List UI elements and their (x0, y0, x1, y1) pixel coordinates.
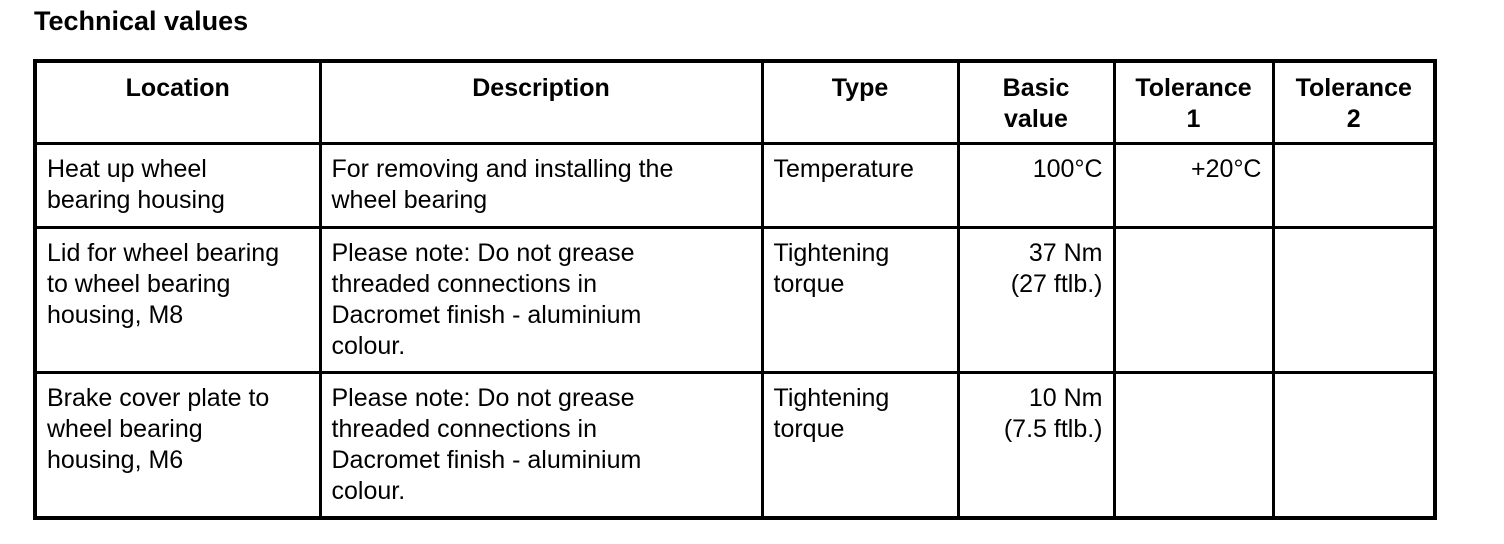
cell-tolerance-2 (1273, 228, 1435, 373)
header-location: Location (35, 61, 320, 144)
cell-description (320, 373, 762, 519)
cell-description-line: wheel bearing (331, 186, 488, 214)
header-description: Description (320, 61, 762, 144)
cell-type-line: torque (773, 270, 845, 298)
page-title: Technical values (34, 6, 249, 36)
cell-tolerance-2 (1273, 144, 1435, 228)
cell-location (35, 144, 320, 228)
cell-description-line: threaded connections in (331, 270, 597, 298)
cell-tolerance-1 (1114, 228, 1273, 373)
cell-type-line: Tightening (773, 239, 890, 267)
table-header-row (35, 61, 1435, 144)
cell-description-line: For removing and installing the (331, 155, 674, 183)
cell-basic-value-line: (27 ftlb.) (1010, 270, 1103, 298)
header-basic-value-line: Basic (1002, 74, 1070, 102)
cell-location-line: Lid for wheel bearing (47, 239, 280, 267)
header-tolerance-2-line: 2 (1346, 105, 1361, 133)
technical-values-table (33, 59, 1437, 520)
cell-description-line: Dacromet finish - aluminium (331, 446, 642, 474)
header-tolerance-2 (1273, 61, 1435, 144)
cell-tolerance-1 (1114, 373, 1273, 519)
cell-basic-value (958, 144, 1114, 228)
cell-description (320, 144, 762, 228)
table-row (35, 373, 1435, 519)
cell-type-line: Tightening (773, 384, 890, 412)
cell-location-line: to wheel bearing (47, 270, 231, 298)
header-tolerance-1-line: 1 (1186, 105, 1201, 133)
cell-location-line: Heat up wheel (47, 155, 207, 183)
header-basic-value-line: value (1004, 105, 1068, 133)
cell-description-line: threaded connections in (331, 415, 597, 443)
cell-basic-value-line: 37 Nm (1028, 239, 1103, 267)
cell-type (762, 228, 958, 373)
cell-tolerance-2 (1273, 373, 1435, 519)
header-type: Type (762, 61, 958, 144)
cell-basic-value-line: 10 Nm (1028, 384, 1103, 412)
cell-location (35, 373, 320, 519)
cell-description-line: colour. (331, 477, 406, 505)
cell-type-line: Temperature (773, 155, 914, 183)
cell-tolerance-1: +20°C (1114, 144, 1273, 228)
cell-description-line: Please note: Do not grease (331, 239, 635, 267)
cell-basic-value-line: (7.5 ftlb.) (1003, 415, 1103, 443)
cell-description-line: Dacromet finish - aluminium (331, 301, 642, 329)
cell-location-line: housing, M6 (47, 446, 184, 474)
header-tolerance-2-line: Tolerance (1295, 74, 1412, 102)
cell-description-line: Please note: Do not grease (331, 384, 635, 412)
header-tolerance-1-line: Tolerance (1135, 74, 1252, 102)
header-tolerance-1 (1114, 61, 1273, 144)
table-row (35, 144, 1435, 228)
cell-description (320, 228, 762, 373)
header-basic-value (958, 61, 1114, 144)
cell-basic-value (958, 228, 1114, 373)
cell-basic-value-line: 100°C (1032, 155, 1103, 183)
cell-location (35, 228, 320, 373)
cell-location-line: wheel bearing (47, 415, 203, 443)
cell-type (762, 144, 958, 228)
cell-location-line: bearing housing (47, 186, 225, 214)
cell-location-line: housing, M8 (47, 301, 184, 329)
cell-description-line: colour. (331, 332, 406, 360)
cell-basic-value (958, 373, 1114, 519)
cell-type-line: torque (773, 415, 845, 443)
table-row (35, 228, 1435, 373)
cell-location-line: Brake cover plate to (47, 384, 270, 412)
cell-type (762, 373, 958, 519)
